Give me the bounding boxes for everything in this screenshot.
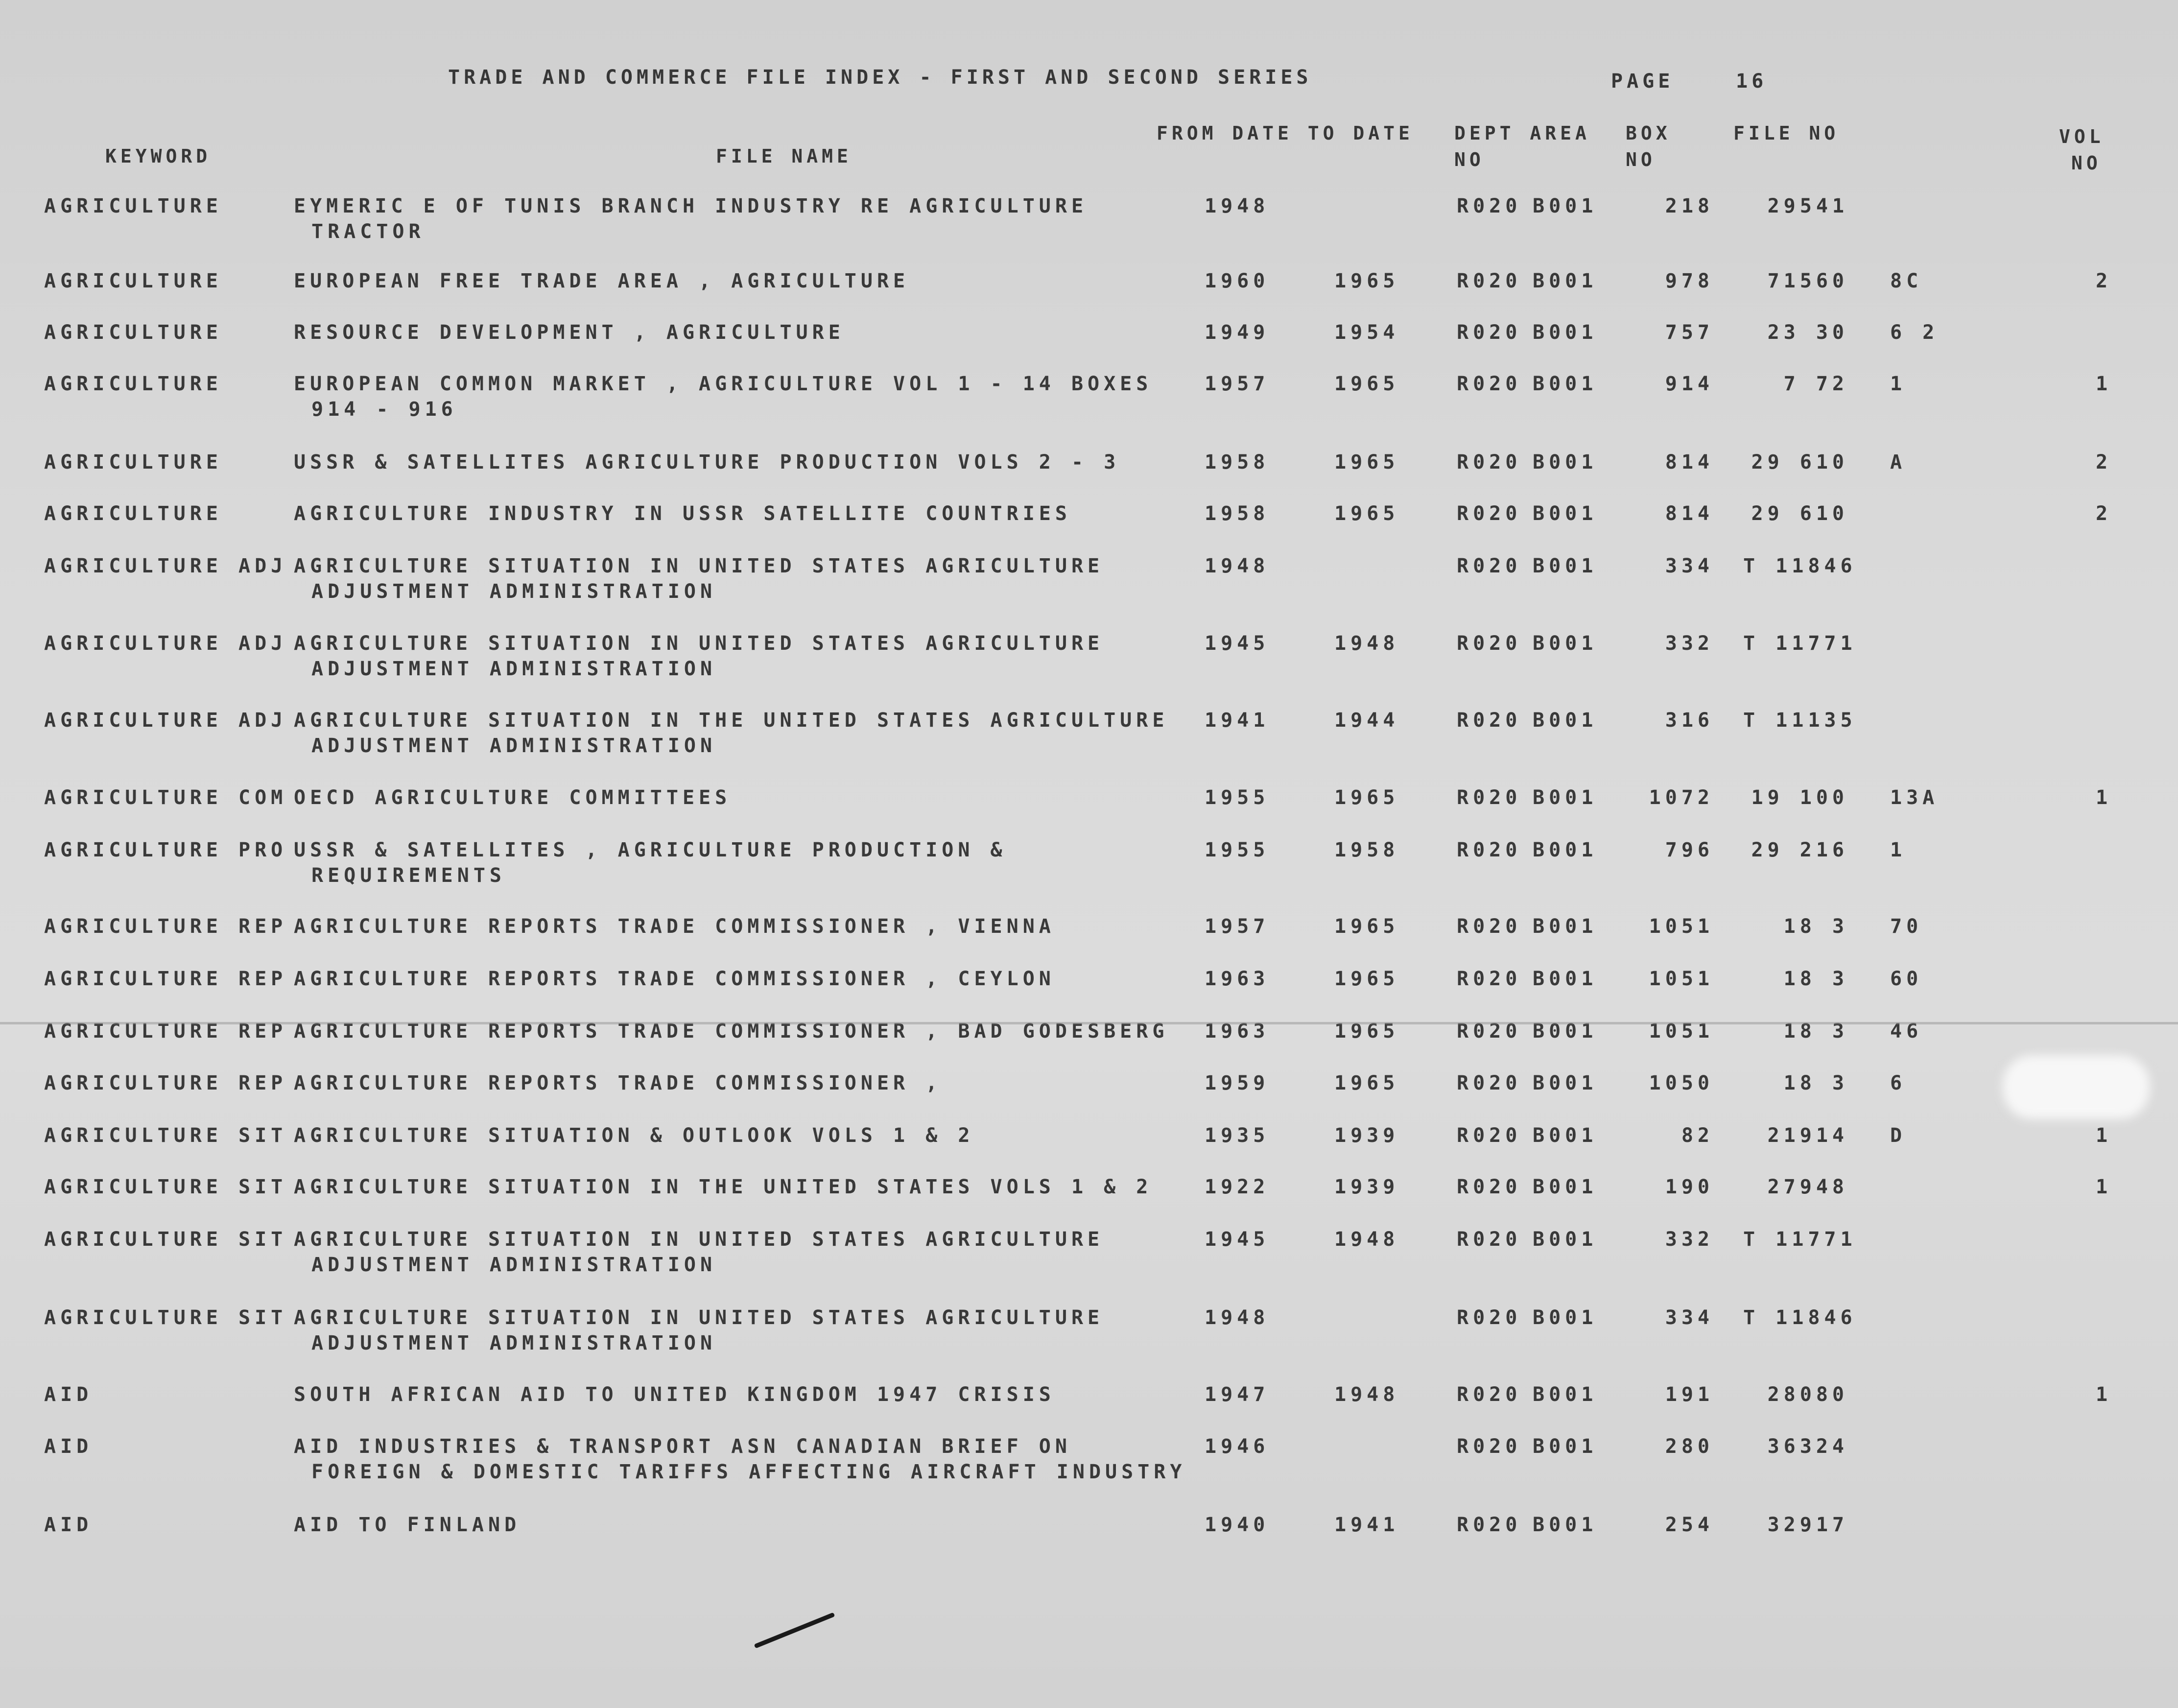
keyword-cell: AGRICULTURE SIT — [44, 1228, 287, 1251]
file-name-line-1: EUROPEAN COMMON MARKET , AGRICULTURE VOL 1 - 14 BOXES — [294, 373, 1153, 395]
area-cell: B001 — [1533, 709, 1598, 732]
dept-cell: R020 — [1457, 632, 1522, 655]
vol-no-cell: 2 — [2096, 502, 2112, 525]
box-no-cell: 814 — [1665, 502, 1714, 525]
to-date-cell: 1948 — [1334, 1228, 1399, 1251]
dept-cell: R020 — [1457, 1176, 1522, 1198]
file-suffix-cell: 1 — [1890, 373, 1907, 395]
box-no-cell: 334 — [1665, 555, 1714, 577]
dept-cell: R020 — [1457, 1435, 1522, 1458]
from-date-cell: 1949 — [1205, 321, 1270, 344]
from-date-cell: 1963 — [1205, 1020, 1270, 1043]
file-no-cell: T 11846 — [1743, 1306, 1857, 1329]
to-date-cell: 1965 — [1334, 502, 1399, 525]
box-no-cell: 1051 — [1649, 968, 1714, 990]
to-date-cell: 1958 — [1334, 839, 1399, 861]
keyword-cell: AGRICULTURE — [44, 321, 222, 344]
file-name-cell — [294, 1174, 1152, 1200]
area-cell: B001 — [1533, 1124, 1598, 1147]
file-name-line-1: AID TO FINLAND — [294, 1514, 521, 1536]
table-row — [0, 371, 2178, 440]
file-suffix-cell: D — [1890, 1124, 1907, 1147]
file-name-line-1: AID INDUSTRIES & TRANSPORT ASN CANADIAN BRIEF ON — [294, 1435, 1071, 1458]
area-cell: B001 — [1533, 1383, 1598, 1406]
from-date-cell: 1955 — [1205, 839, 1270, 861]
file-name-line-1: EUROPEAN FREE TRADE AREA , AGRICULTURE — [294, 270, 910, 292]
scan-line — [0, 1022, 2178, 1024]
file-name-line-1: AGRICULTURE REPORTS TRADE COMMISSIONER , CEYLON — [294, 968, 1055, 990]
col-header-box-no: NO — [1626, 149, 1656, 170]
box-no-cell: 796 — [1665, 839, 1714, 861]
from-date-cell: 1948 — [1205, 195, 1270, 217]
file-no-cell: 32917 — [1767, 1514, 1848, 1536]
area-cell: B001 — [1533, 915, 1598, 938]
box-no-cell: 191 — [1665, 1383, 1714, 1406]
area-cell: B001 — [1533, 1306, 1598, 1329]
to-date-cell: 1948 — [1334, 632, 1399, 655]
keyword-cell: AGRICULTURE — [44, 502, 222, 525]
file-name-line-2: ADJUSTMENT ADMINISTRATION — [311, 1332, 717, 1354]
area-cell: B001 — [1533, 968, 1598, 990]
from-date-cell: 1940 — [1205, 1514, 1270, 1536]
to-date-cell: 1944 — [1334, 709, 1399, 732]
area-cell: B001 — [1533, 839, 1598, 861]
keyword-cell: AGRICULTURE SIT — [44, 1306, 287, 1329]
file-name-line-1: AGRICULTURE REPORTS TRADE COMMISSIONER , — [294, 1072, 942, 1094]
box-no-cell: 332 — [1665, 632, 1714, 655]
file-no-cell: 27948 — [1767, 1176, 1848, 1198]
dept-cell: R020 — [1457, 195, 1522, 217]
file-name-line-1: USSR & SATELLITES AGRICULTURE PRODUCTION VOLS 2 - 3 — [294, 451, 1120, 474]
from-date-cell: 1922 — [1205, 1176, 1270, 1198]
area-cell: B001 — [1533, 373, 1598, 395]
area-cell: B001 — [1533, 451, 1598, 474]
to-date-cell: 1939 — [1334, 1124, 1399, 1147]
file-name-cell — [294, 966, 1055, 992]
box-no-cell: 1051 — [1649, 915, 1714, 938]
file-suffix-cell: 60 — [1890, 968, 1923, 990]
file-no-cell: 29541 — [1767, 195, 1848, 217]
file-no-cell: T 11135 — [1743, 709, 1857, 732]
from-date-cell: 1947 — [1205, 1383, 1270, 1406]
box-no-cell: 82 — [1681, 1124, 1714, 1147]
keyword-cell: AGRICULTURE — [44, 195, 222, 217]
box-no-cell: 280 — [1665, 1435, 1714, 1458]
file-name-cell — [294, 1227, 1104, 1278]
table-row — [0, 1434, 2178, 1502]
col-header-file-no: FILE NO — [1733, 122, 1840, 144]
table-row — [0, 837, 2178, 906]
col-header-dept-no: NO — [1454, 149, 1485, 170]
box-no-cell: 332 — [1665, 1228, 1714, 1251]
to-date-cell: 1948 — [1334, 1383, 1399, 1406]
file-name-line-2: ADJUSTMENT ADMINISTRATION — [311, 1254, 717, 1276]
table-row — [0, 193, 2178, 262]
to-date-cell: 1965 — [1334, 451, 1399, 474]
file-no-cell: 7 72 — [1783, 373, 1848, 395]
page-title: TRADE AND COMMERCE FILE INDEX - FIRST AND SECOND SERIES — [448, 66, 1312, 89]
box-no-cell: 334 — [1665, 1306, 1714, 1329]
from-date-cell: 1948 — [1205, 555, 1270, 577]
area-cell: B001 — [1533, 270, 1598, 292]
col-header-keyword: KEYWORD — [105, 145, 212, 167]
keyword-cell: AGRICULTURE — [44, 270, 222, 292]
box-no-cell: 1051 — [1649, 1020, 1714, 1043]
box-no-cell: 254 — [1665, 1514, 1714, 1536]
file-name-line-1: AGRICULTURE REPORTS TRADE COMMISSIONER , BAD GODESBERG — [294, 1020, 1169, 1043]
vol-no-cell: 2 — [2096, 451, 2112, 474]
to-date-cell: 1941 — [1334, 1514, 1399, 1536]
keyword-cell: AGRICULTURE SIT — [44, 1124, 287, 1147]
keyword-cell: AGRICULTURE REP — [44, 1072, 287, 1094]
table-row — [0, 1305, 2178, 1374]
file-suffix-cell: A — [1890, 451, 1907, 474]
vol-no-cell: 1 — [2096, 1124, 2112, 1147]
dept-cell: R020 — [1457, 270, 1522, 292]
file-no-cell: 18 3 — [1783, 968, 1848, 990]
file-no-cell: 18 3 — [1783, 1072, 1848, 1094]
keyword-cell: AGRICULTURE REP — [44, 1020, 287, 1043]
dept-cell: R020 — [1457, 1228, 1522, 1251]
file-name-cell — [294, 450, 1120, 475]
col-header-vol: VOL — [2059, 126, 2105, 147]
col-header-box: BOX — [1626, 122, 1671, 144]
from-date-cell: 1946 — [1205, 1435, 1270, 1458]
file-name-line-2: REQUIREMENTS — [311, 864, 506, 887]
from-date-cell: 1963 — [1205, 968, 1270, 990]
file-suffix-cell: 70 — [1890, 915, 1923, 938]
from-date-cell: 1958 — [1205, 502, 1270, 525]
table-row — [0, 1512, 2178, 1581]
vol-no-cell: 1 — [2096, 1383, 2112, 1406]
file-name-cell — [294, 631, 1104, 682]
file-suffix-cell: 6 — [1890, 1072, 1907, 1094]
file-no-cell: 18 3 — [1783, 1020, 1848, 1043]
file-name-line-2: ADJUSTMENT ADMINISTRATION — [311, 580, 717, 603]
file-name-cell — [294, 1070, 942, 1096]
area-cell: B001 — [1533, 786, 1598, 809]
area-cell: B001 — [1533, 555, 1598, 577]
file-name-line-2: 914 - 916 — [311, 398, 457, 421]
vol-no-cell: 1 — [2096, 1176, 2112, 1198]
from-date-cell: 1957 — [1205, 915, 1270, 938]
dept-cell: R020 — [1457, 1124, 1522, 1147]
to-date-cell: 1965 — [1334, 373, 1399, 395]
to-date-cell: 1965 — [1334, 1072, 1399, 1094]
area-cell: B001 — [1533, 195, 1598, 217]
col-header-vol-no: NO — [2071, 152, 2102, 174]
box-no-cell: 914 — [1665, 373, 1714, 395]
page-number: 16 — [1736, 70, 1768, 93]
box-no-cell: 190 — [1665, 1176, 1714, 1198]
dept-cell: R020 — [1457, 786, 1522, 809]
file-name-line-1: AGRICULTURE REPORTS TRADE COMMISSIONER , VIENNA — [294, 915, 1055, 938]
file-no-cell: 19 100 — [1751, 786, 1848, 809]
file-no-cell: 36324 — [1767, 1435, 1848, 1458]
from-date-cell: 1958 — [1205, 451, 1270, 474]
file-name-line-2: FOREIGN & DOMESTIC TARIFFS AFFECTING AIRCRAFT INDUSTRY — [311, 1461, 1186, 1483]
file-no-cell: 28080 — [1767, 1383, 1848, 1406]
to-date-cell: 1965 — [1334, 1020, 1399, 1043]
file-no-cell: T 11846 — [1743, 555, 1857, 577]
file-name-cell — [294, 1434, 1186, 1485]
table-row — [0, 708, 2178, 776]
dept-cell: R020 — [1457, 451, 1522, 474]
file-name-line-1: AGRICULTURE SITUATION IN UNITED STATES AGRICULTURE — [294, 1228, 1104, 1251]
area-cell: B001 — [1533, 502, 1598, 525]
file-name-cell — [294, 501, 1071, 526]
file-no-cell: 29 216 — [1751, 839, 1848, 861]
from-date-cell: 1945 — [1205, 1228, 1270, 1251]
to-date-cell: 1939 — [1334, 1176, 1399, 1198]
file-name-line-1: EYMERIC E OF TUNIS BRANCH INDUSTRY RE AGRICULTURE — [294, 195, 1088, 217]
table-row — [0, 553, 2178, 622]
col-header-file-name: FILE NAME — [716, 145, 852, 167]
to-date-cell: 1965 — [1334, 786, 1399, 809]
file-no-cell: 71560 — [1767, 270, 1848, 292]
file-name-cell — [294, 1382, 1055, 1407]
area-cell: B001 — [1533, 1176, 1598, 1198]
keyword-cell: AGRICULTURE — [44, 373, 222, 395]
file-name-line-1: SOUTH AFRICAN AID TO UNITED KINGDOM 1947 CRISIS — [294, 1383, 1055, 1406]
vol-no-cell: 1 — [2096, 373, 2112, 395]
dept-cell: R020 — [1457, 1306, 1522, 1329]
dept-cell: R020 — [1457, 321, 1522, 344]
dept-cell: R020 — [1457, 1072, 1522, 1094]
file-suffix-cell: 8C — [1890, 270, 1923, 292]
file-name-line-1: USSR & SATELLITES , AGRICULTURE PRODUCTION & — [294, 839, 1007, 861]
file-name-cell — [294, 553, 1104, 604]
file-no-cell: 23 30 — [1767, 321, 1848, 344]
keyword-cell: AID — [44, 1514, 93, 1536]
file-name-line-2: ADJUSTMENT ADMINISTRATION — [311, 658, 717, 680]
file-name-line-2: ADJUSTMENT ADMINISTRATION — [311, 735, 717, 757]
file-suffix-cell: 46 — [1890, 1020, 1923, 1043]
keyword-cell: AGRICULTURE COM — [44, 786, 287, 809]
file-suffix-cell: 13A — [1890, 786, 1939, 809]
box-no-cell: 757 — [1665, 321, 1714, 344]
file-name-cell — [294, 193, 1088, 244]
file-name-line-2: TRACTOR — [311, 220, 425, 243]
file-name-cell — [294, 268, 909, 294]
box-no-cell: 218 — [1665, 195, 1714, 217]
keyword-cell: AGRICULTURE — [44, 451, 222, 474]
file-name-line-1: RESOURCE DEVELOPMENT , AGRICULTURE — [294, 321, 845, 344]
box-no-cell: 978 — [1665, 270, 1714, 292]
file-name-line-1: OECD AGRICULTURE COMMITTEES — [294, 786, 732, 809]
from-date-cell: 1945 — [1205, 632, 1270, 655]
keyword-cell: AGRICULTURE ADJ — [44, 709, 287, 732]
vol-no-cell: 1 — [2096, 786, 2112, 809]
area-cell: B001 — [1533, 1072, 1598, 1094]
file-name-line-1: AGRICULTURE SITUATION IN UNITED STATES AGRICULTURE — [294, 1306, 1104, 1329]
keyword-cell: AGRICULTURE REP — [44, 915, 287, 938]
keyword-cell: AGRICULTURE PRO — [44, 839, 287, 861]
dept-cell: R020 — [1457, 502, 1522, 525]
dept-cell: R020 — [1457, 1383, 1522, 1406]
from-date-cell: 1959 — [1205, 1072, 1270, 1094]
file-name-line-1: AGRICULTURE SITUATION IN UNITED STATES AGRICULTURE — [294, 632, 1104, 655]
keyword-cell: AGRICULTURE ADJ — [44, 555, 287, 577]
box-no-cell: 316 — [1665, 709, 1714, 732]
file-name-cell — [294, 837, 1007, 888]
file-name-cell — [294, 1123, 974, 1148]
vol-no-cell: 2 — [2096, 270, 2112, 292]
keyword-cell: AGRICULTURE ADJ — [44, 632, 287, 655]
dept-cell: R020 — [1457, 968, 1522, 990]
file-name-line-1: AGRICULTURE INDUSTRY IN USSR SATELLITE COUNTRIES — [294, 502, 1071, 525]
dept-cell: R020 — [1457, 709, 1522, 732]
keyword-cell: AGRICULTURE SIT — [44, 1176, 287, 1198]
area-cell: B001 — [1533, 632, 1598, 655]
file-name-cell — [294, 1512, 521, 1538]
area-cell: B001 — [1533, 321, 1598, 344]
area-cell: B001 — [1533, 1228, 1598, 1251]
table-row — [0, 631, 2178, 699]
from-date-cell: 1935 — [1205, 1124, 1270, 1147]
to-date-cell: 1965 — [1334, 915, 1399, 938]
dept-cell: R020 — [1457, 915, 1522, 938]
area-cell: B001 — [1533, 1020, 1598, 1043]
to-date-cell: 1954 — [1334, 321, 1399, 344]
file-suffix-cell: 6 2 — [1890, 321, 1939, 344]
dept-cell: R020 — [1457, 1020, 1522, 1043]
file-no-cell: 29 610 — [1751, 451, 1848, 474]
dept-cell: R020 — [1457, 373, 1522, 395]
to-date-cell: 1965 — [1334, 270, 1399, 292]
file-name-line-1: AGRICULTURE SITUATION IN THE UNITED STATES VOLS 1 & 2 — [294, 1176, 1153, 1198]
file-name-cell — [294, 785, 731, 810]
keyword-cell: AID — [44, 1383, 93, 1406]
file-suffix-cell: 1 — [1890, 839, 1907, 861]
keyword-cell: AGRICULTURE REP — [44, 968, 287, 990]
file-name-cell — [294, 320, 845, 345]
col-header-dept-area: DEPT AREA — [1454, 122, 1590, 144]
to-date-cell: 1965 — [1334, 968, 1399, 990]
from-date-cell: 1955 — [1205, 786, 1270, 809]
file-no-cell: 21914 — [1767, 1124, 1848, 1147]
area-cell: B001 — [1533, 1435, 1598, 1458]
dept-cell: R020 — [1457, 1514, 1522, 1536]
table-row — [0, 1227, 2178, 1295]
file-no-cell: T 11771 — [1743, 1228, 1857, 1251]
file-name-cell — [294, 1305, 1104, 1356]
pen-stroke — [754, 1613, 835, 1649]
col-header-from-to: FROM DATE TO DATE — [1157, 122, 1414, 144]
file-name-cell — [294, 371, 1152, 422]
box-no-cell: 1050 — [1649, 1072, 1714, 1094]
file-name-cell — [294, 914, 1055, 939]
file-name-line-1: AGRICULTURE SITUATION & OUTLOOK VOLS 1 & 2 — [294, 1124, 974, 1147]
from-date-cell: 1957 — [1205, 373, 1270, 395]
from-date-cell: 1948 — [1205, 1306, 1270, 1329]
from-date-cell: 1941 — [1205, 709, 1270, 732]
keyword-cell: AID — [44, 1435, 93, 1458]
file-name-line-1: AGRICULTURE SITUATION IN THE UNITED STATES AGRICULTURE — [294, 709, 1169, 732]
dept-cell: R020 — [1457, 839, 1522, 861]
file-no-cell: 18 3 — [1783, 915, 1848, 938]
file-no-cell: 29 610 — [1751, 502, 1848, 525]
file-name-cell — [294, 708, 1168, 759]
dept-cell: R020 — [1457, 555, 1522, 577]
box-no-cell: 1072 — [1649, 786, 1714, 809]
box-no-cell: 814 — [1665, 451, 1714, 474]
area-cell: B001 — [1533, 1514, 1598, 1536]
file-name-line-1: AGRICULTURE SITUATION IN UNITED STATES AGRICULTURE — [294, 555, 1104, 577]
file-no-cell: T 11771 — [1743, 632, 1857, 655]
from-date-cell: 1960 — [1205, 270, 1270, 292]
page-label: PAGE — [1611, 70, 1674, 93]
light-blot — [2003, 1055, 2150, 1119]
